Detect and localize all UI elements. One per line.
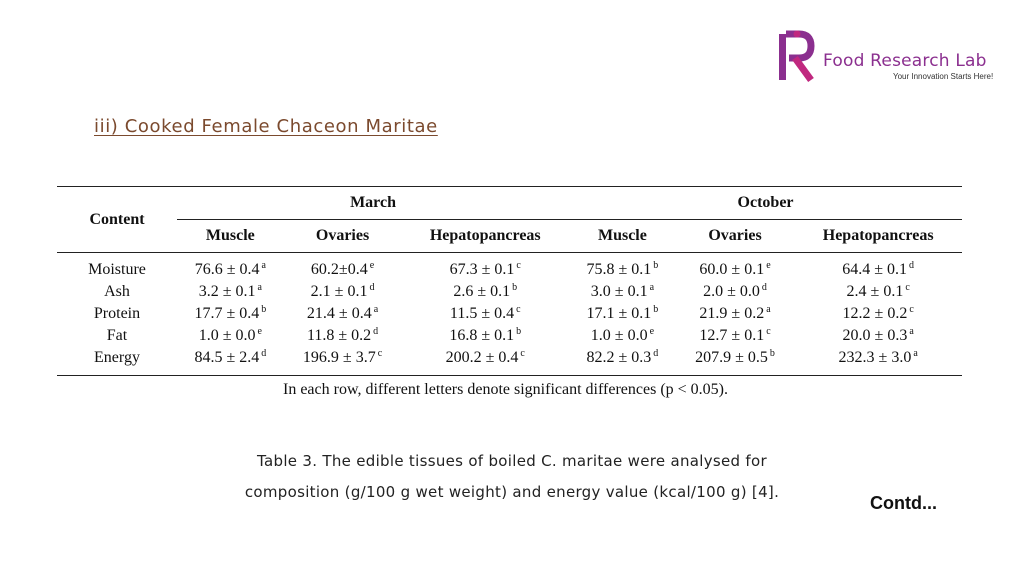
- table-caption: [200, 446, 824, 508]
- significance-letter: b: [653, 260, 659, 271]
- cell-value: 17.7 ± 0.4: [194, 305, 260, 322]
- significance-letter: d: [653, 348, 659, 359]
- table-cell: [676, 325, 795, 347]
- column-header: Ovaries: [676, 220, 795, 253]
- cell-value: 3.0 ± 0.1: [590, 283, 648, 300]
- significance-letter: a: [913, 348, 918, 359]
- significance-letter: a: [257, 282, 262, 293]
- column-header: Hepatopancreas: [794, 220, 962, 253]
- table-row: [57, 347, 962, 376]
- group-header-october: October: [569, 187, 962, 220]
- table-cell: [794, 325, 962, 347]
- table-cell: [569, 325, 676, 347]
- table-cell: [284, 281, 402, 303]
- table-row: [57, 325, 962, 347]
- significance-letter: d: [369, 282, 375, 293]
- cell-value: 1.0 ± 0.0: [198, 327, 256, 344]
- row-label: Ash: [104, 283, 130, 300]
- table-cell: [284, 253, 402, 282]
- significance-letter: b: [261, 304, 267, 315]
- table-cell: [401, 253, 569, 282]
- significance-letter: d: [909, 260, 915, 271]
- brand-name: Food Research Lab: [823, 51, 987, 71]
- significance-letter: e: [369, 260, 375, 271]
- table-cell: [177, 253, 284, 282]
- significance-letter: c: [516, 304, 521, 315]
- group-header-march: March: [177, 187, 569, 220]
- cell-value: 200.2 ± 0.4: [445, 349, 519, 366]
- cell-value: 12.7 ± 0.1: [699, 327, 765, 344]
- cell-value: 76.6 ± 0.4: [194, 261, 260, 278]
- cell-value: 84.5 ± 2.4: [194, 349, 260, 366]
- cell-value: 3.2 ± 0.1: [198, 283, 256, 300]
- table-row: [57, 253, 962, 282]
- significance-letter: e: [649, 326, 655, 337]
- cell-value: 21.4 ± 0.4: [306, 305, 372, 322]
- table-row: [57, 281, 962, 303]
- table-cell: [676, 253, 795, 282]
- caption-line: Table 3. The edible tissues of boiled C. maritae were analysed for: [257, 452, 767, 470]
- table-row: [57, 303, 962, 325]
- table-cell: [177, 303, 284, 325]
- significance-letter: e: [257, 326, 262, 337]
- row-label: Moisture: [88, 261, 146, 278]
- column-header: Ovaries: [284, 220, 402, 253]
- cell-value: 1.0 ± 0.0: [590, 327, 648, 344]
- cell-value: 11.8 ± 0.2: [306, 327, 372, 344]
- significance-letter: a: [909, 326, 914, 337]
- row-label: Protein: [93, 305, 141, 322]
- table-cell: [177, 347, 284, 376]
- column-header: Hepatopancreas: [401, 220, 569, 253]
- table-cell: [401, 347, 569, 376]
- cell-value: 196.9 ± 3.7: [302, 349, 376, 366]
- significance-letter: b: [516, 326, 522, 337]
- cell-value: 60.2±0.4: [310, 261, 368, 278]
- cell-value: 11.5 ± 0.4: [449, 305, 515, 322]
- cell-value: 82.2 ± 0.3: [586, 349, 652, 366]
- significance-letter: c: [905, 282, 910, 293]
- table-cell: [794, 281, 962, 303]
- significance-letter: a: [766, 304, 771, 315]
- significance-letter: d: [761, 282, 767, 293]
- column-header: Muscle: [177, 220, 284, 253]
- row-label: Energy: [57, 347, 177, 376]
- significance-letter: c: [520, 348, 525, 359]
- table-cell: [676, 303, 795, 325]
- cell-value: 2.4 ± 0.1: [846, 283, 904, 300]
- table-cell: [177, 281, 284, 303]
- significance-letter: a: [649, 282, 655, 293]
- cell-value: 2.6 ± 0.1: [453, 283, 511, 300]
- cell-value: 232.3 ± 3.0: [838, 349, 912, 366]
- significance-letter: b: [769, 348, 775, 359]
- composition-table: [57, 186, 962, 399]
- cell-value: 2.0 ± 0.0: [703, 283, 760, 300]
- caption-line: composition (g/100 g wet weight) and energy value (kcal/100 g) [4].: [244, 483, 780, 501]
- contd-label: Contd...: [870, 493, 937, 513]
- table-cell: [401, 303, 569, 325]
- row-label: Fat: [106, 327, 128, 344]
- cell-value: 67.3 ± 0.1: [449, 261, 515, 278]
- significance-letter: c: [909, 304, 914, 315]
- table-cell: [569, 303, 676, 325]
- column-header: Muscle: [569, 220, 676, 253]
- table-footnote: In each row, different letters denote significant differences (p < 0.05).: [283, 381, 728, 398]
- table-cell: [284, 325, 402, 347]
- table-cell: [569, 347, 676, 376]
- brand-tagline: Your Innovation Starts Here!: [893, 72, 994, 81]
- significance-letter: b: [653, 304, 659, 315]
- table-cell: [676, 347, 795, 376]
- table-cell: [401, 281, 569, 303]
- cell-value: 20.0 ± 0.3: [842, 327, 908, 344]
- table-cell: [177, 325, 284, 347]
- significance-letter: c: [516, 260, 521, 271]
- cell-value: 60.0 ± 0.1: [699, 261, 765, 278]
- table-cell: [284, 303, 402, 325]
- content-header: Content: [57, 187, 177, 253]
- significance-letter: c: [377, 348, 383, 359]
- table-body: [57, 253, 962, 376]
- cell-value: 2.1 ± 0.1: [310, 283, 368, 300]
- cell-value: 16.8 ± 0.1: [449, 327, 515, 344]
- significance-letter: a: [373, 304, 379, 315]
- frl-monogram-icon: [775, 28, 819, 84]
- cell-value: 64.4 ± 0.1: [842, 261, 908, 278]
- table-cell: [794, 253, 962, 282]
- significance-letter: d: [261, 348, 267, 359]
- table-cell: [284, 347, 402, 376]
- cell-value: 207.9 ± 0.5: [695, 349, 768, 366]
- table-cell: [794, 347, 962, 376]
- table-cell: [569, 253, 676, 282]
- cell-value: 75.8 ± 0.1: [586, 261, 652, 278]
- cell-value: 21.9 ± 0.2: [699, 305, 765, 322]
- table-cell: [401, 325, 569, 347]
- significance-letter: d: [373, 326, 379, 337]
- table-cell: [569, 281, 676, 303]
- section-title: iii) Cooked Female Chaceon Maritae: [94, 116, 438, 137]
- brand-logo: [775, 28, 1005, 84]
- cell-value: 17.1 ± 0.1: [586, 305, 652, 322]
- significance-letter: c: [766, 326, 771, 337]
- table-cell: [794, 303, 962, 325]
- significance-letter: b: [512, 282, 518, 293]
- cell-value: 12.2 ± 0.2: [842, 305, 908, 322]
- significance-letter: a: [261, 260, 266, 271]
- significance-letter: e: [766, 260, 771, 271]
- table-cell: [676, 281, 795, 303]
